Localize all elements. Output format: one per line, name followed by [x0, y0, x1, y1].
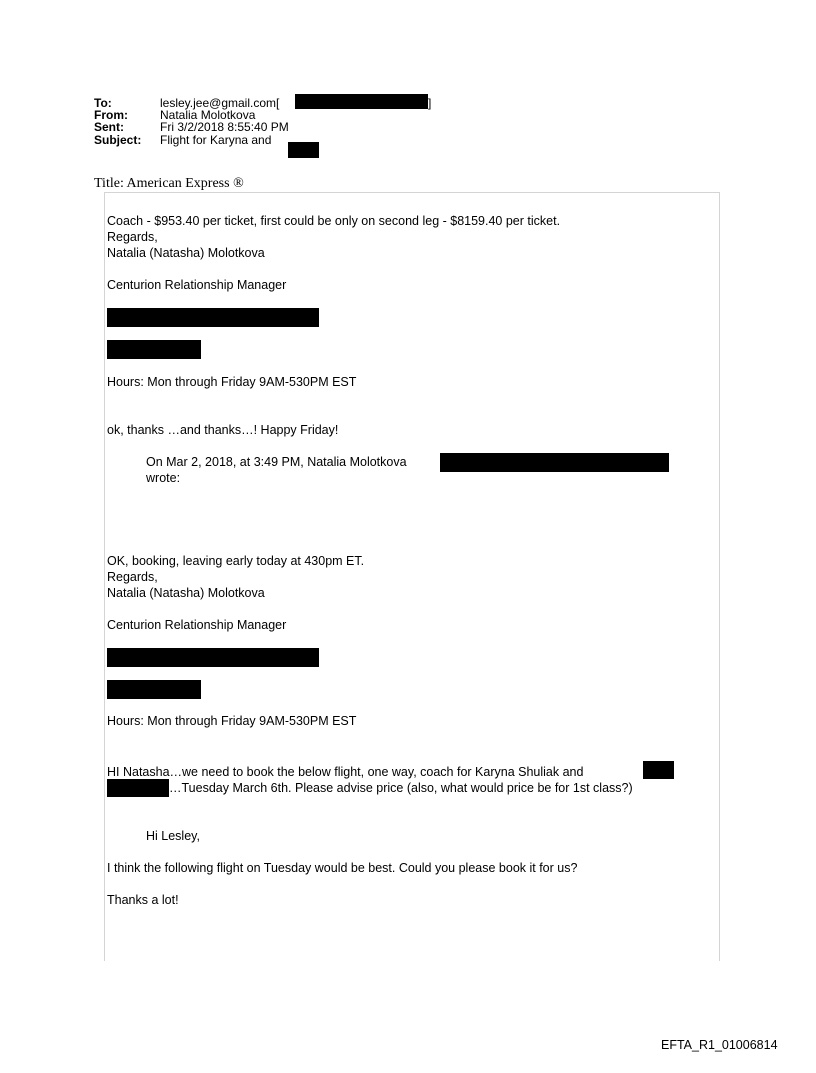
quote-line2: wrote: — [146, 471, 181, 485]
thanks-line: Thanks a lot! — [107, 893, 179, 907]
to-label: To: — [94, 96, 112, 110]
quote-line1: On Mar 2, 2018, at 3:49 PM, Natalia Molotkova — [146, 455, 407, 469]
header-to-close — [428, 97, 431, 109]
redaction-request-name-2 — [107, 779, 169, 797]
msg1-hours: Hours: Mon through Friday 9AM-530PM EST — [107, 375, 357, 389]
msg2-signature-name: Natalia (Natasha) Molotkova — [107, 586, 265, 600]
redaction-request-name-1 — [643, 761, 674, 779]
redaction-msg2-contact-1 — [107, 648, 319, 667]
redaction-msg2-contact-2 — [107, 680, 201, 699]
msg2-hours: Hours: Mon through Friday 9AM-530PM EST — [107, 714, 357, 728]
msg2-line1: OK, booking, leaving early today at 430pm ET. — [107, 554, 365, 568]
redaction-to-email — [295, 94, 428, 109]
subject-label: Subject: — [94, 133, 142, 147]
flight-request: I think the following flight on Tuesday would be best. Could you please book it for us? — [107, 861, 578, 875]
sent-label: Sent: — [94, 120, 124, 134]
greeting: Hi Lesley, — [146, 829, 200, 843]
request-line2: …Tuesday March 6th. Please advise price (also, what would price be for 1st class?) — [169, 781, 633, 795]
msg1-line1: Coach - $953.40 per ticket, first could be only on second leg - $8159.40 per ticket. — [107, 214, 561, 228]
redaction-msg1-contact-2 — [107, 340, 201, 359]
from-label: From: — [94, 108, 128, 122]
subject-value: Flight for Karyna and — [160, 133, 272, 147]
to-close-bracket: ] — [428, 96, 432, 110]
msg1-signature-name: Natalia (Natasha) Molotkova — [107, 246, 265, 260]
redaction-quote-email — [440, 453, 669, 472]
from-value: Natalia Molotkova — [160, 108, 256, 122]
sent-value: Fri 3/2/2018 8:55:40 PM — [160, 120, 289, 134]
msg1-regards: Regards, — [107, 230, 158, 244]
reply-thanks: ok, thanks …and thanks…! Happy Friday! — [107, 423, 339, 437]
msg2-regards: Regards, — [107, 570, 158, 584]
document-id: EFTA_R1_01006814 — [661, 1038, 778, 1052]
to-value: lesley.jee@gmail.com[ — [160, 96, 280, 110]
request-line1: HI Natasha…we need to book the below flight, one way, coach for Karyna Shuliak and — [107, 765, 584, 779]
redaction-msg1-contact-1 — [107, 308, 319, 327]
redaction-subject — [288, 142, 319, 158]
title-line: Title: American Express ® — [94, 176, 244, 191]
msg1-role: Centurion Relationship Manager — [107, 278, 287, 292]
msg2-role: Centurion Relationship Manager — [107, 618, 287, 632]
